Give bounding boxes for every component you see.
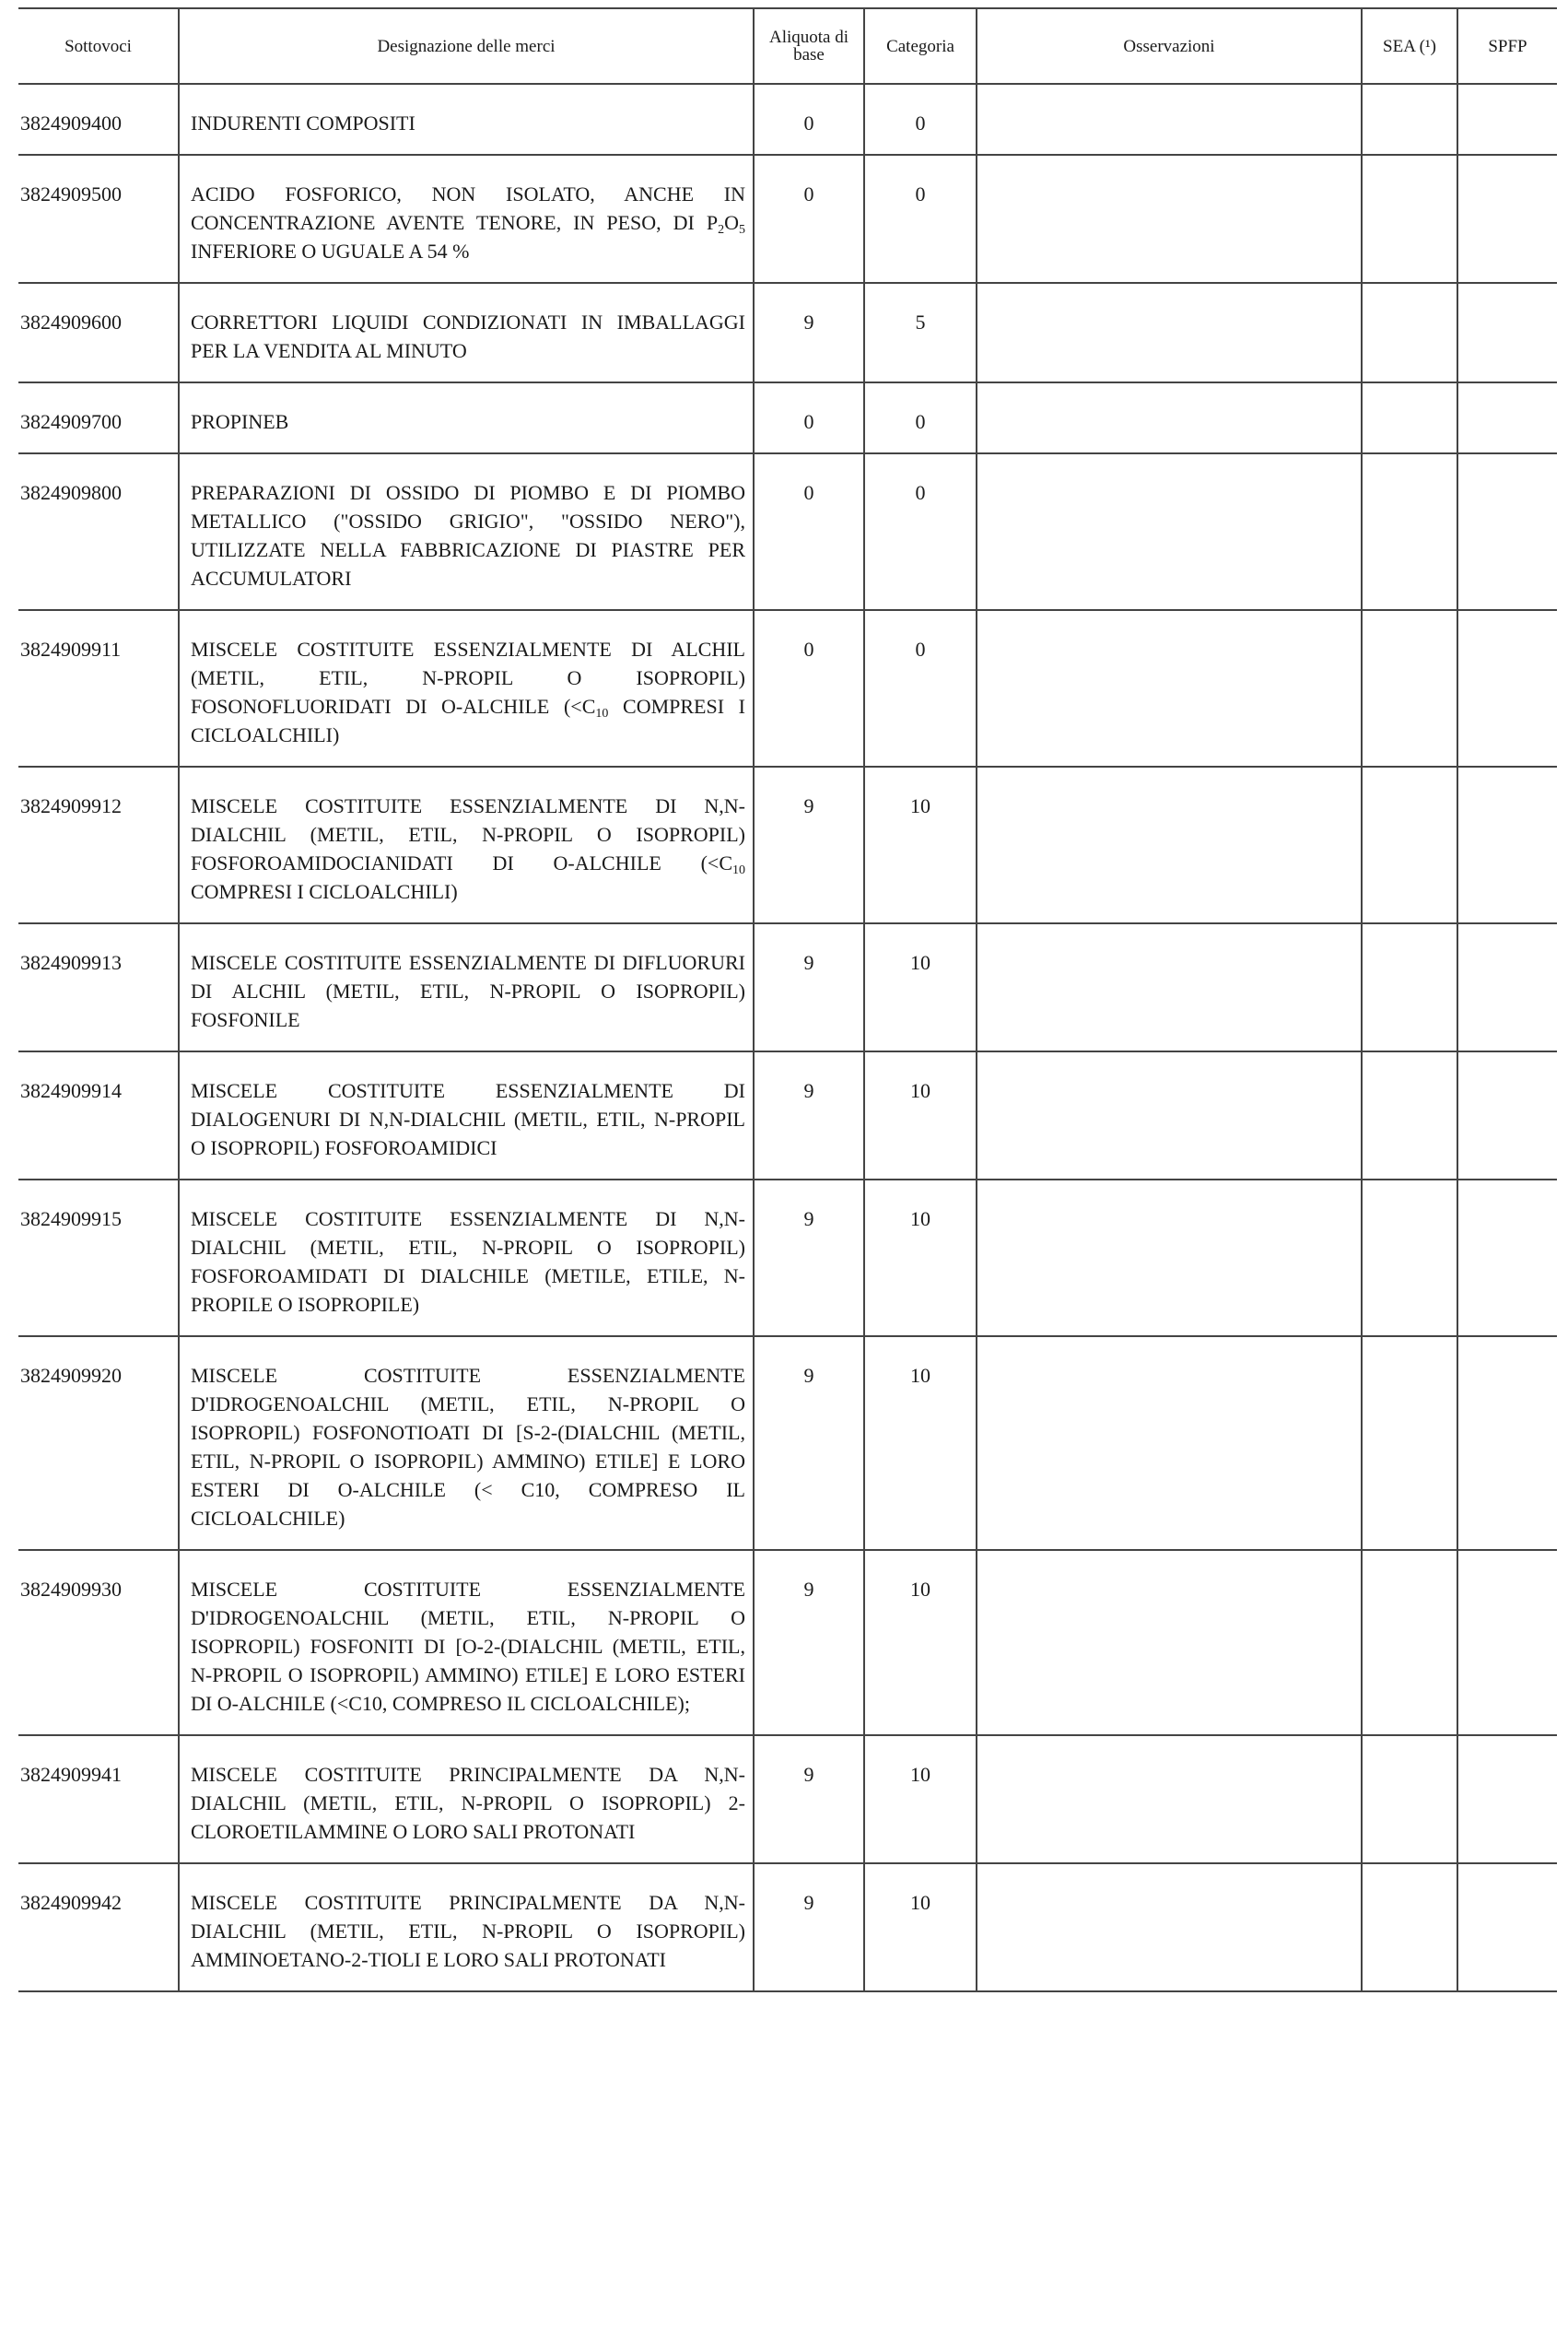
cell-aliquota: 9	[754, 1735, 864, 1863]
cell-aliquota: 9	[754, 767, 864, 923]
cell-categoria: 10	[864, 1336, 977, 1550]
cell-aliquota: 9	[754, 1550, 864, 1735]
cell-spfp	[1457, 610, 1557, 767]
cell-designazione: MISCELE COSTITUITE ESSENZIALMENTE DI N,N-DIALCHIL (METIL, ETIL, N-PROPIL O ISOPROPIL) FOSFOROAMIDATI DI DIALCHILE (METILE, ETILE, N-PROPILE O ISOPROPILE)	[179, 1180, 754, 1336]
cell-aliquota: 9	[754, 283, 864, 382]
table-row	[18, 84, 1557, 155]
table-row	[18, 155, 1557, 283]
table-row	[18, 1051, 1557, 1180]
table-row	[18, 283, 1557, 382]
cell-categoria: 10	[864, 1735, 977, 1863]
header-designazione: Designazione delle merci	[179, 8, 754, 84]
cell-spfp	[1457, 155, 1557, 283]
cell-sea	[1362, 382, 1457, 453]
cell-designazione: INDURENTI COMPOSITI	[179, 84, 754, 155]
cell-sea	[1362, 453, 1457, 610]
cell-sea	[1362, 1863, 1457, 1991]
cell-aliquota: 9	[754, 1051, 864, 1180]
cell-aliquota: 9	[754, 1863, 864, 1991]
tariff-document	[18, 7, 1557, 1992]
cell-code: 3824909942	[18, 1863, 179, 1991]
cell-categoria: 10	[864, 1180, 977, 1336]
cell-spfp	[1457, 1735, 1557, 1863]
cell-sea	[1362, 923, 1457, 1051]
cell-code: 3824909920	[18, 1336, 179, 1550]
cell-osservazioni	[977, 1336, 1362, 1550]
header-sottovoci: Sottovoci	[18, 8, 179, 84]
cell-spfp	[1457, 84, 1557, 155]
table-row	[18, 610, 1557, 767]
cell-sea	[1362, 155, 1457, 283]
header-sea: SEA (¹)	[1362, 8, 1457, 84]
cell-spfp	[1457, 1550, 1557, 1735]
cell-designazione: CORRETTORI LIQUIDI CONDIZIONATI IN IMBALLAGGI PER LA VENDITA AL MINUTO	[179, 283, 754, 382]
header-spfp: SPFP	[1457, 8, 1557, 84]
table-row	[18, 1863, 1557, 1991]
cell-osservazioni	[977, 1180, 1362, 1336]
cell-designazione: PREPARAZIONI DI OSSIDO DI PIOMBO E DI PIOMBO METALLICO ("OSSIDO GRIGIO", "OSSIDO NERO"), UTILIZZATE NELLA FABBRICAZIONE DI PIASTRE PER ACCUMULATORI	[179, 453, 754, 610]
table-row	[18, 923, 1557, 1051]
cell-designazione: MISCELE COSTITUITE ESSENZIALMENTE DI DIALOGENURI DI N,N-DIALCHIL (METIL, ETIL, N-PROPIL O ISOPROPIL) FOSFOROAMIDICI	[179, 1051, 754, 1180]
cell-sea	[1362, 84, 1457, 155]
cell-designazione: PROPINEB	[179, 382, 754, 453]
cell-designazione: MISCELE COSTITUITE ESSENZIALMENTE D'IDROGENOALCHIL (METIL, ETIL, N-PROPIL O ISOPROPIL) FOSFONOTIOATI DI [S-2-(DIALCHIL (METIL, ETIL, N-PROPIL O ISOPROPIL) AMMINO) ETILE] E LORO ESTERI DI O-ALCHILE (< C10, COMPRESO IL CICLOALCHILE)	[179, 1336, 754, 1550]
cell-sea	[1362, 283, 1457, 382]
cell-osservazioni	[977, 1550, 1362, 1735]
cell-spfp	[1457, 1336, 1557, 1550]
cell-aliquota: 0	[754, 610, 864, 767]
cell-spfp	[1457, 1180, 1557, 1336]
table-row	[18, 1180, 1557, 1336]
cell-osservazioni	[977, 382, 1362, 453]
cell-code: 3824909930	[18, 1550, 179, 1735]
cell-categoria: 5	[864, 283, 977, 382]
cell-sea	[1362, 1550, 1457, 1735]
cell-spfp	[1457, 923, 1557, 1051]
table-header	[18, 8, 1557, 84]
header-aliquota: Aliquota di base	[754, 8, 864, 84]
cell-aliquota: 9	[754, 1336, 864, 1550]
cell-categoria: 10	[864, 767, 977, 923]
cell-code: 3824909912	[18, 767, 179, 923]
header-row	[18, 8, 1557, 84]
cell-osservazioni	[977, 1051, 1362, 1180]
cell-code: 3824909400	[18, 84, 179, 155]
cell-osservazioni	[977, 84, 1362, 155]
cell-categoria: 10	[864, 923, 977, 1051]
table-body	[18, 84, 1557, 1991]
cell-aliquota: 0	[754, 453, 864, 610]
cell-spfp	[1457, 283, 1557, 382]
header-categoria: Categoria	[864, 8, 977, 84]
cell-categoria: 10	[864, 1051, 977, 1180]
cell-sea	[1362, 1735, 1457, 1863]
cell-code: 3824909911	[18, 610, 179, 767]
cell-categoria: 0	[864, 453, 977, 610]
cell-code: 3824909915	[18, 1180, 179, 1336]
cell-code: 3824909700	[18, 382, 179, 453]
cell-osservazioni	[977, 453, 1362, 610]
cell-spfp	[1457, 382, 1557, 453]
cell-spfp	[1457, 767, 1557, 923]
cell-designazione: MISCELE COSTITUITE PRINCIPALMENTE DA N,N-DIALCHIL (METIL, ETIL, N-PROPIL O ISOPROPIL) 2-CLOROETILAMMINE O LORO SALI PROTONATI	[179, 1735, 754, 1863]
cell-code: 3824909914	[18, 1051, 179, 1180]
cell-aliquota: 9	[754, 1180, 864, 1336]
table-row	[18, 1550, 1557, 1735]
cell-categoria: 10	[864, 1863, 977, 1991]
cell-spfp	[1457, 1051, 1557, 1180]
table-row	[18, 1336, 1557, 1550]
cell-designazione: MISCELE COSTITUITE ESSENZIALMENTE DI N,N-DIALCHIL (METIL, ETIL, N-PROPIL O ISOPROPIL) FOSFOROAMIDOCIANIDATI DI O-ALCHILE ($<C_{10}$ COMPRESI I CICLOALCHILI)	[179, 767, 754, 923]
cell-categoria: 0	[864, 610, 977, 767]
cell-code: 3824909800	[18, 453, 179, 610]
cell-sea	[1362, 610, 1457, 767]
cell-aliquota: 0	[754, 155, 864, 283]
cell-osservazioni	[977, 1735, 1362, 1863]
cell-aliquota: 9	[754, 923, 864, 1051]
cell-designazione: MISCELE COSTITUITE ESSENZIALMENTE D'IDROGENOALCHIL (METIL, ETIL, N-PROPIL O ISOPROPIL) FOSFONITI DI [O-2-(DIALCHIL (METIL, ETIL, N-PROPIL O ISOPROPIL) AMMINO) ETILE] E LORO ESTERI DI O-ALCHILE (<C10, COMPRESO IL CICLOALCHILE);	[179, 1550, 754, 1735]
cell-code: 3824909500	[18, 155, 179, 283]
cell-osservazioni	[977, 283, 1362, 382]
table-row	[18, 1735, 1557, 1863]
cell-code: 3824909600	[18, 283, 179, 382]
cell-aliquota: 0	[754, 382, 864, 453]
header-osservazioni: Osservazioni	[977, 8, 1362, 84]
cell-categoria: 0	[864, 155, 977, 283]
table-row	[18, 767, 1557, 923]
cell-designazione: MISCELE COSTITUITE ESSENZIALMENTE DI ALCHIL (METIL, ETIL, N-PROPIL O ISOPROPIL) FOSONOFLUORIDATI DI O-ALCHILE ($<C_{10}$ COMPRESI I CICLOALCHILI)	[179, 610, 754, 767]
cell-sea	[1362, 1180, 1457, 1336]
cell-designazione: MISCELE COSTITUITE PRINCIPALMENTE DA N,N-DIALCHIL (METIL, ETIL, N-PROPIL O ISOPROPIL) AMMINOETANO-2-TIOLI E LORO SALI PROTONATI	[179, 1863, 754, 1991]
cell-sea	[1362, 1336, 1457, 1550]
cell-spfp	[1457, 1863, 1557, 1991]
cell-designazione: ACIDO FOSFORICO, NON ISOLATO, ANCHE IN CONCENTRAZIONE AVENTE TENORE, IN PESO, DI $P_2O_5$ INFERIORE O UGUALE A 54 %	[179, 155, 754, 283]
tariff-table	[18, 7, 1557, 1992]
table-row	[18, 453, 1557, 610]
cell-code: 3824909913	[18, 923, 179, 1051]
cell-aliquota: 0	[754, 84, 864, 155]
cell-spfp	[1457, 453, 1557, 610]
cell-sea	[1362, 1051, 1457, 1180]
cell-osservazioni	[977, 1863, 1362, 1991]
cell-categoria: 10	[864, 1550, 977, 1735]
cell-designazione: MISCELE COSTITUITE ESSENZIALMENTE DI DIFLUORURI DI ALCHIL (METIL, ETIL, N-PROPIL O ISOPROPIL) FOSFONILE	[179, 923, 754, 1051]
cell-sea	[1362, 767, 1457, 923]
cell-osservazioni	[977, 767, 1362, 923]
cell-categoria: 0	[864, 382, 977, 453]
cell-code: 3824909941	[18, 1735, 179, 1863]
cell-categoria: 0	[864, 84, 977, 155]
cell-osservazioni	[977, 610, 1362, 767]
table-row	[18, 382, 1557, 453]
cell-osservazioni	[977, 155, 1362, 283]
cell-osservazioni	[977, 923, 1362, 1051]
